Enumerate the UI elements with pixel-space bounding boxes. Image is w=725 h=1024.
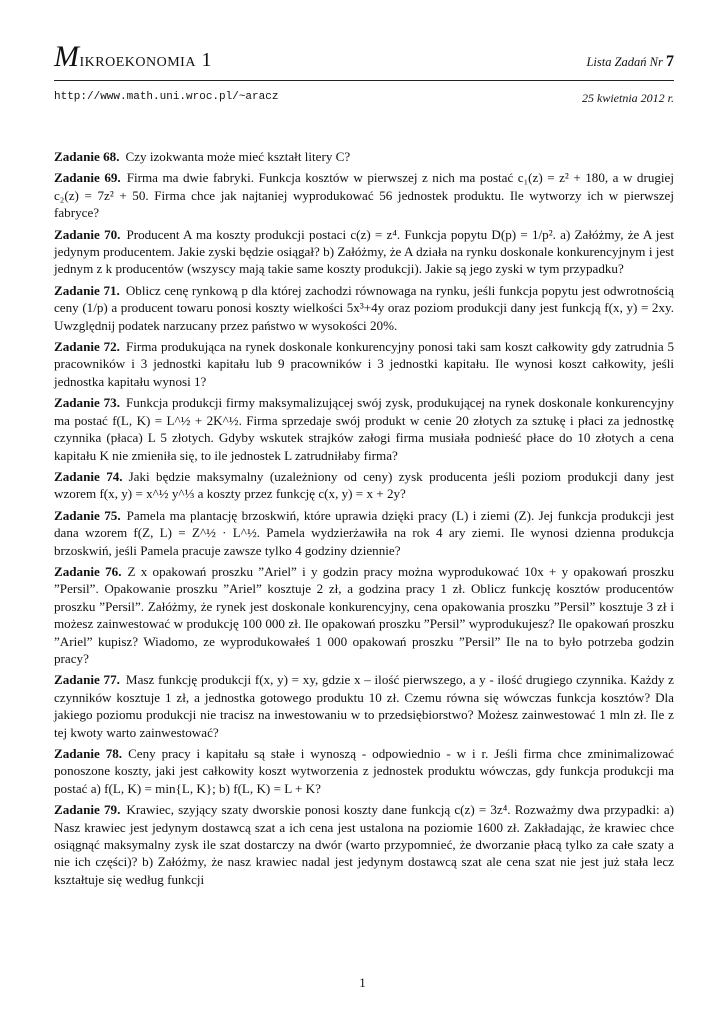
problem-label: Zadanie 68. — [54, 149, 120, 164]
list-label: Lista Zadań Nr — [586, 55, 663, 69]
problem-69 — [54, 169, 674, 221]
problem-70 — [54, 226, 674, 278]
problem-label: Zadanie 76. — [54, 563, 122, 579]
problem-text: Ceny pracy i kapitału są stałe i wynoszą - odpowiednio - w i r. Jeśli firma chce zminimalizować ponoszone koszty, jaki jest całkowity koszt wytworzenia z jednostek produktu wówczas, gdy funkcja produkcji ma postać a) f(L, K) = min{L, K}; b) f(L, K) = L + K? — [54, 746, 674, 796]
problem-text: Firma ma dwie fabryki. Funkcja kosztów w pierwszej z nich ma postać c₁(z) = z² + 180, a w drugiej c₂(z) = 7z² + 50. Firma chce jak najtaniej wyprodukować 56 jednostek produktu. Ile wytworzy ich w pierwszej fabryce? — [54, 170, 674, 221]
problem-label: Zadanie 75. — [54, 507, 121, 523]
problem-label: Zadanie 71. — [54, 282, 120, 298]
problem-text: Oblicz cenę rynkową p dla której zachodzi równowaga na rynku, jeśli funkcja popytu jest odwrotnością ceny (1/p) a producent towaru ponosi koszty wielkości 5x³+4y oraz poziom produkcji dany jest funkcją f(x, y) = 2xy. Uwzględnij podatek narzucany przez państwo w wysokości 20%. — [54, 282, 674, 333]
problem-77 — [54, 671, 674, 741]
problem-text: Masz funkcję produkcji f(x, y) = xy, gdzie x – ilość pierwszego, a y - ilość drugiego czynnika. Każdy z czynników kosztuje 1 zł, a jednostka gotowego produktu 10 zł. Czemu równa się wówczas funkcja kosztów? Dla jakiego poziomu produkcji nie tracisz na inwestowaniu w to przedsiębiorstwo? Możesz zainwestować 1 mln zł. Ile z tej kwoty warto zainwestować? — [54, 672, 674, 740]
list-number: 7 — [666, 53, 674, 70]
problem-label: Zadanie 77. — [54, 672, 120, 688]
course-title-rest: ikroekonomia — [79, 49, 196, 71]
problem-text: Czy izokwanta może mieć kształt litery C? — [125, 149, 351, 164]
problem-text: Firma produkująca na rynek doskonale konkurencyjny ponosi taki sam koszt całkowity gdy zatrudnia 5 pracowników i 3 jednostki kapitału lub 9 pracowników i 3 jednostki kapitału. Ile wynosi koszt całkowity, jeśli jednostka kapitału wynosi 1? — [54, 339, 674, 389]
course-title-initial: M — [54, 40, 80, 73]
list-title — [586, 53, 674, 71]
problem-label: Zadanie 69. — [54, 170, 121, 186]
problem-label: Zadanie 78. — [54, 746, 123, 761]
problem-label: Zadanie 73. — [54, 395, 120, 411]
problem-73 — [54, 394, 674, 464]
page-number: 1 — [359, 975, 366, 990]
problem-79 — [54, 801, 674, 888]
problem-label: Zadanie 79. — [54, 802, 121, 818]
problem-72 — [54, 338, 674, 390]
document-date: 25 kwietnia 2012 r. — [582, 91, 674, 105]
course-title — [54, 40, 212, 74]
problem-76 — [54, 563, 674, 667]
problem-text: Funkcja produkcji firmy maksymalizującej swój zysk, produkującej na rynek doskonale konkurencyjny ma postać f(L, K) = L^½ + 2K^½. Firma sprzedaje swój produkt w cenie 20 złotych za sztukę i płaci za jednostkę czynnika (płaca) L 5 złotych. Gdyby wskutek strajków załogi firma musiała podnieść płace do 10 złotych a cena kapitału K nie zmieniła się, to ile jednostek L zatrudniłaby firma? — [54, 395, 674, 463]
problem-label: Zadanie 74. — [54, 468, 123, 484]
problem-text: Pamela ma plantację brzoskwiń, które uprawia dzięki pracy (L) i ziemi (Z). Jej funkcja produkcji jest dana wzorem f(Z, L) = Z^½ · L^½. Pamela wydzierżawiła na rok 4 ary ziemi. Ile wynosi dzienna produkcja brzoskwiń, jeśli Pamela pracuje zawsze tylko 4 godziny dziennie? — [54, 507, 675, 558]
problem-label: Zadanie 72. — [54, 339, 120, 355]
problem-68 — [54, 148, 674, 165]
problem-74 — [54, 468, 674, 503]
url-row — [54, 91, 674, 106]
problem-label: Zadanie 70. — [54, 226, 121, 242]
problem-text: Z x opakowań proszku ”Ariel” i y godzin pracy można wyprodukować 10x + y opakowań proszku ”Persil”. Opakowanie proszku ”Ariel” kosztuje 2 zł, a godzina pracy 1 zł. Oblicz funkcję kosztów producentów proszku ”Persil”. Załóżmy, że rynek jest doskonale konkurencyjny, cena opakowania proszku ”Persil” kosztuje 3 zł i możesz zainwestować w produkcję 100 000 zł. Ile opakowań proszku ”Persil” wyprodukujesz? Ile opakowań proszku ”Ariel” kupisz? Wiadomo, ze wyprodukowałeś 1 000 opakowań proszku ”Persil” Ile na to było potrzeba godzin pracy? — [54, 563, 674, 666]
document-page — [54, 40, 674, 892]
header-rule — [54, 80, 674, 81]
problem-75 — [54, 507, 674, 559]
document-header — [54, 40, 674, 74]
problem-78 — [54, 745, 674, 797]
author-url: http://www.math.uni.wroc.pl/~aracz — [54, 91, 279, 103]
problem-text: Producent A ma koszty produkcji postaci c(z) = z⁴. Funkcja popytu D(p) = 1/p². a) Załóżmy, że A jest jedynym producentem. Jakie zyski będzie osiągał? b) Załóżmy, że A działa na rynku doskonale konkurencyjnym i jest jednym z k producentów (wszyscy mają takie same koszty produkcji). Jakie są jego zyski w tym przypadku? — [54, 226, 674, 277]
course-title-number: 1 — [201, 49, 212, 71]
problem-text: Krawiec, szyjący szaty dworskie ponosi koszty dane funkcją c(z) = 3z⁴. Rozważmy dwa przypadki: a) Nasz krawiec jest jedynym dostawcą szat a ich cena jest ustalona na poziomie 1600 zł. Zakładając, że krawiec chce osiągnąć maksymalny zysk ile szat dostarczy na dwór (warto przypomnieć, że dworzanie płacą tylko za całe szaty a nie ich części)? b) Załóżmy, że nasz krawiec nadal jest jedynym dostawcą szat ale cena szat nie jest już stała lecz kształtuje się według funkcji — [54, 802, 675, 887]
problem-text: Jaki będzie maksymalny (uzależniony od ceny) zysk producenta jeśli poziom produkcji dany jest wzorem f(x, y) = x^½ y^⅓ a koszty przez funkcję c(x, y) = x + 2y? — [54, 468, 674, 502]
problem-71 — [54, 282, 674, 334]
problem-list — [54, 148, 674, 888]
